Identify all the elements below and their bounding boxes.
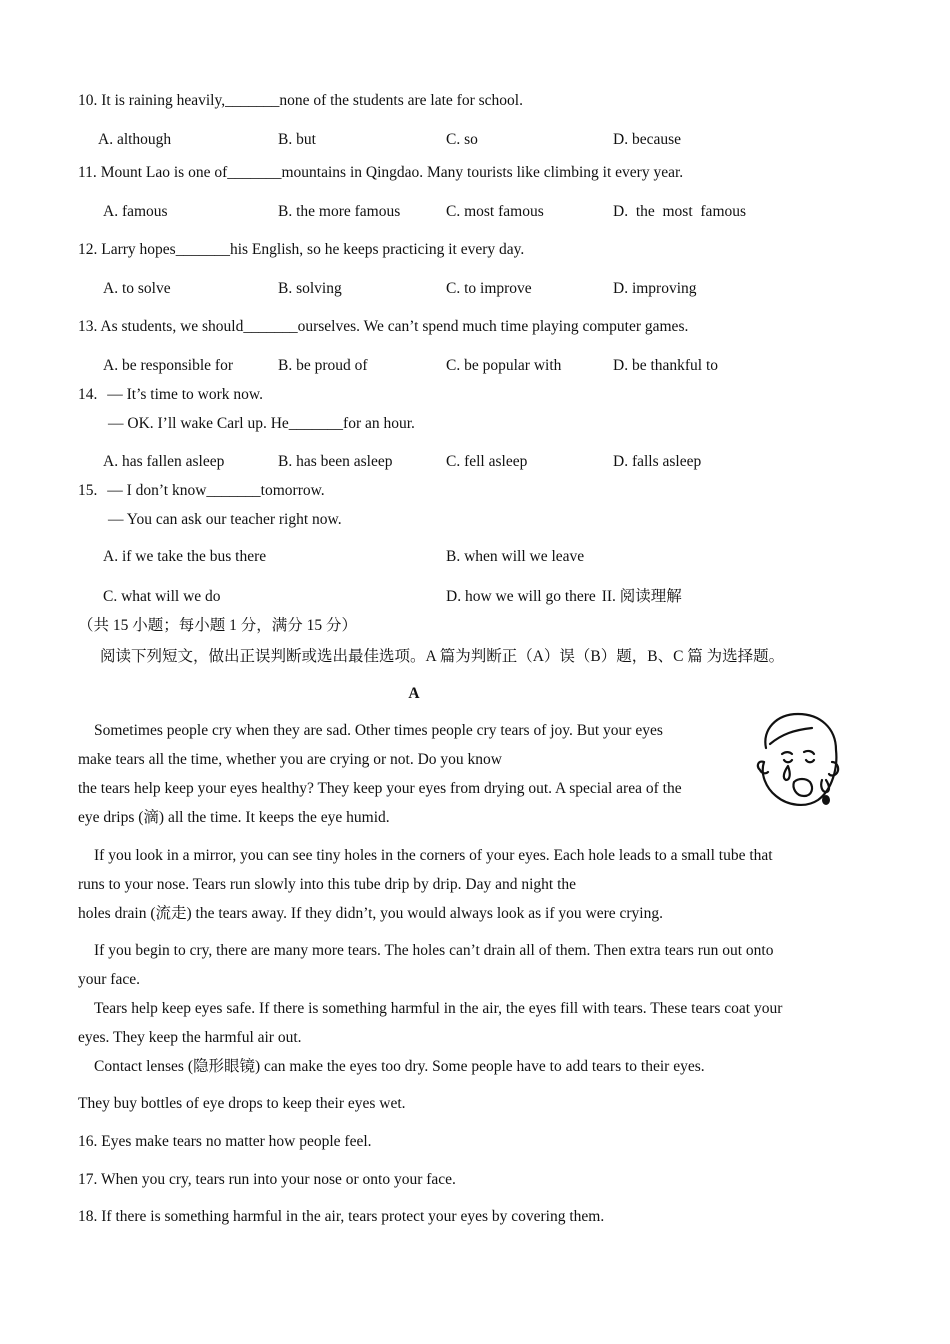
question-stem: It is raining heavily,_______none of the students are late for school.	[101, 92, 523, 109]
question-number: 13.	[78, 318, 98, 335]
section-heading: II. 阅读理解	[601, 588, 682, 605]
passage-line: eyes. They keep the harmful air out.	[78, 1029, 302, 1046]
option-b[interactable]: B. but	[278, 131, 316, 148]
question-number: 10.	[78, 92, 98, 109]
question-stem: As students, we should_______ourselves. We can’t spend much time playing computer games.	[100, 318, 689, 335]
passage-title: A	[408, 685, 420, 702]
question-stem: Larry hopes_______his English, so he keeps practicing it every day.	[101, 241, 525, 258]
question-14	[78, 385, 263, 405]
passage-line: If you look in a mirror, you can see tiny holes in the corners of your eyes. Each hole leads to a small tube that	[94, 847, 773, 864]
statement-17: 17. When you cry, tears run into your nose or onto your face.	[78, 1171, 456, 1188]
option-d[interactable]: D. falls asleep	[613, 453, 702, 470]
option-c[interactable]: C. to improve	[446, 280, 532, 297]
question-15	[78, 481, 325, 501]
option-d[interactable]: D. the most famous	[613, 203, 747, 220]
passage-line: Sometimes people cry when they are sad. Other times people cry tears of joy. But your eyes	[94, 722, 663, 739]
option-d[interactable]: D. improving	[613, 280, 697, 297]
option-d-row	[446, 587, 682, 607]
passage-line: eye drips (滴) all the time. It keeps the eye humid.	[78, 809, 390, 826]
passage-line: holes drain (流走) the tears away. If they didn’t, you would always look as if you were crying.	[78, 905, 663, 922]
question-10	[78, 91, 523, 111]
dialogue-line: — You can ask our teacher right now.	[108, 511, 342, 528]
question-number: 14.	[78, 386, 98, 403]
section-instruction: 阅读下列短文，做出正误判断或选出最佳选项。A 篇为判断正（A）误（B）题，B、C 篇 为选择题。	[100, 648, 785, 665]
question-11	[78, 163, 683, 183]
question-number: 11.	[78, 164, 97, 181]
option-b[interactable]: B. has been asleep	[278, 453, 393, 470]
passage-line: Contact lenses (隐形眼镜) can make the eyes too dry. Some people have to add tears to their eyes.	[94, 1058, 705, 1075]
option-c[interactable]: C. most famous	[446, 203, 544, 220]
passage-line: your face.	[78, 971, 140, 988]
option-b[interactable]: B. the more famous	[278, 203, 401, 220]
option-c[interactable]: C. fell asleep	[446, 453, 528, 470]
dialogue-line: — I don’t know_______tomorrow.	[107, 482, 325, 499]
dialogue-line: — OK. I’ll wake Carl up. He_______for an hour.	[108, 415, 415, 432]
passage-line: the tears help keep your eyes healthy? They keep your eyes from drying out. A special area of the	[78, 780, 682, 797]
question-13	[78, 317, 688, 337]
statement-18: 18. If there is something harmful in the air, tears protect your eyes by covering them.	[78, 1208, 605, 1225]
option-d[interactable]: D. be thankful to	[613, 357, 719, 374]
question-number: 12.	[78, 241, 98, 258]
question-12	[78, 240, 524, 260]
dialogue-line: — It’s time to work now.	[107, 386, 263, 403]
option-a[interactable]: A. be responsible for	[103, 357, 233, 374]
option-d[interactable]: D. how we will go there	[446, 588, 596, 605]
option-a[interactable]: A. to solve	[103, 280, 171, 297]
option-a[interactable]: A. famous	[103, 203, 168, 220]
question-number: 15.	[78, 482, 98, 499]
passage-line: They buy bottles of eye drops to keep their eyes wet.	[78, 1095, 406, 1112]
option-c[interactable]: C. what will we do	[103, 588, 221, 605]
option-c[interactable]: C. be popular with	[446, 357, 562, 374]
passage-line: runs to your nose. Tears run slowly into this tube drip by drip. Day and night the	[78, 876, 577, 893]
question-stem: Mount Lao is one of_______mountains in Qingdao. Many tourists like climbing it every year.	[100, 164, 684, 181]
option-a[interactable]: A. although	[98, 131, 172, 148]
passage-line: make tears all the time, whether you are crying or not. Do you know	[78, 751, 502, 768]
score-note: （共 15 小题；每小题 1 分，满分 15 分）	[78, 617, 358, 634]
option-c[interactable]: C. so	[446, 131, 478, 148]
option-a[interactable]: A. has fallen asleep	[103, 453, 225, 470]
option-d[interactable]: D. because	[613, 131, 681, 148]
passage-line: Tears help keep eyes safe. If there is something harmful in the air, the eyes fill with tears. These tears coat your	[94, 1000, 783, 1017]
option-b[interactable]: B. solving	[278, 280, 342, 297]
crying-face-icon	[752, 708, 844, 812]
option-b[interactable]: B. be proud of	[278, 357, 368, 374]
statement-16: 16. Eyes make tears no matter how people feel.	[78, 1133, 372, 1150]
option-b[interactable]: B. when will we leave	[446, 548, 585, 565]
option-a[interactable]: A. if we take the bus there	[103, 548, 267, 565]
passage-line: If you begin to cry, there are many more tears. The holes can’t drain all of them. Then extra tears run out onto	[94, 942, 774, 959]
